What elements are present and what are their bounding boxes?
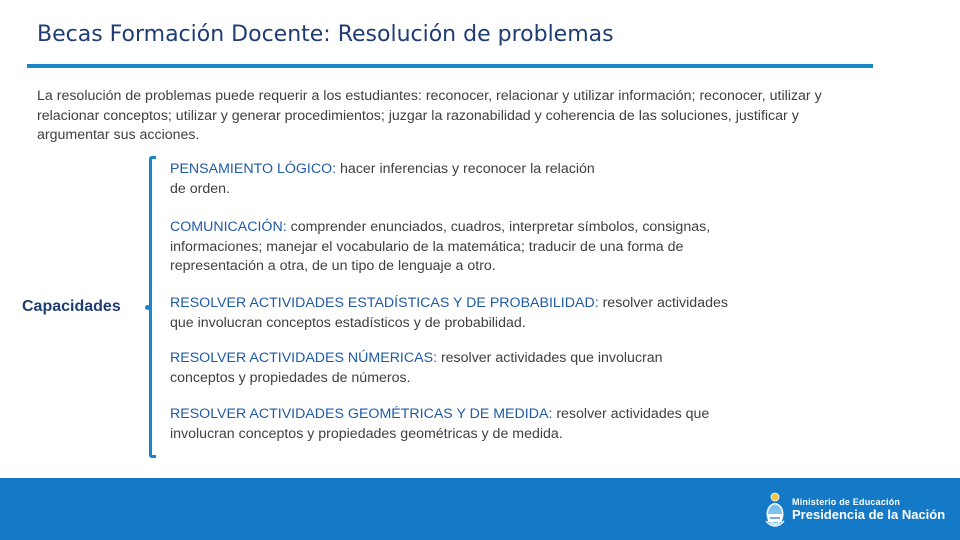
- item-head: RESOLVER ACTIVIDADES ESTADÍSTICAS Y DE PROBABILIDAD:: [170, 295, 599, 311]
- item-head: RESOLVER ACTIVIDADES GEOMÉTRICAS Y DE MEDIDA:: [170, 406, 553, 422]
- list-item: [170, 349, 670, 388]
- item-text: hacer inferencias y reconocer la relación de orden.: [170, 161, 595, 197]
- capacities-label: Capacidades: [22, 298, 121, 315]
- intro-paragraph: La resolución de problemas puede requerir a los estudiantes: reconocer, relacionar y utilizar información; reconocer, utilizar y relacionar conceptos; utilizar y generar procedimientos; juzgar la razonabilidad y coherencia de las soluciones, justificar y argumentar sus acciones.: [37, 88, 822, 143]
- title-rule: [27, 64, 873, 68]
- bracket-dot: [145, 305, 150, 310]
- item-text: resolver actividades que involucran conceptos y propiedades geométricas y de medida.: [170, 406, 710, 442]
- item-head: PENSAMIENTO LÓGICO:: [170, 161, 337, 177]
- slide-title: Becas Formación Docente: Resolución de problemas: [37, 22, 614, 47]
- item-head: RESOLVER ACTIVIDADES NÚMERICAS:: [170, 350, 437, 366]
- list-item: [170, 218, 745, 277]
- bracket: [149, 156, 156, 458]
- argentina-coat-of-arms-icon: [764, 491, 786, 529]
- logo-line-presidency: Presidencia de la Nación: [792, 506, 946, 522]
- item-head: COMUNICACIÓN:: [170, 219, 287, 235]
- list-item: [170, 160, 600, 199]
- list-item: [170, 405, 745, 444]
- item-text: comprender enunciados, cuadros, interpretar símbolos, consignas, informaciones; manejar el vocabulario de la matemática; traducir de una forma de representación a otra, de un tipo de lenguaje a otro.: [170, 219, 711, 274]
- logo-line-ministry: Ministerio de Educación: [792, 496, 901, 507]
- item-text: resolver actividades que involucran conceptos estadísticos y de probabilidad.: [170, 295, 728, 331]
- list-item: [170, 294, 745, 333]
- ministry-logo: [764, 491, 945, 529]
- item-text: resolver actividades que involucran conceptos y propiedades de números.: [170, 350, 663, 386]
